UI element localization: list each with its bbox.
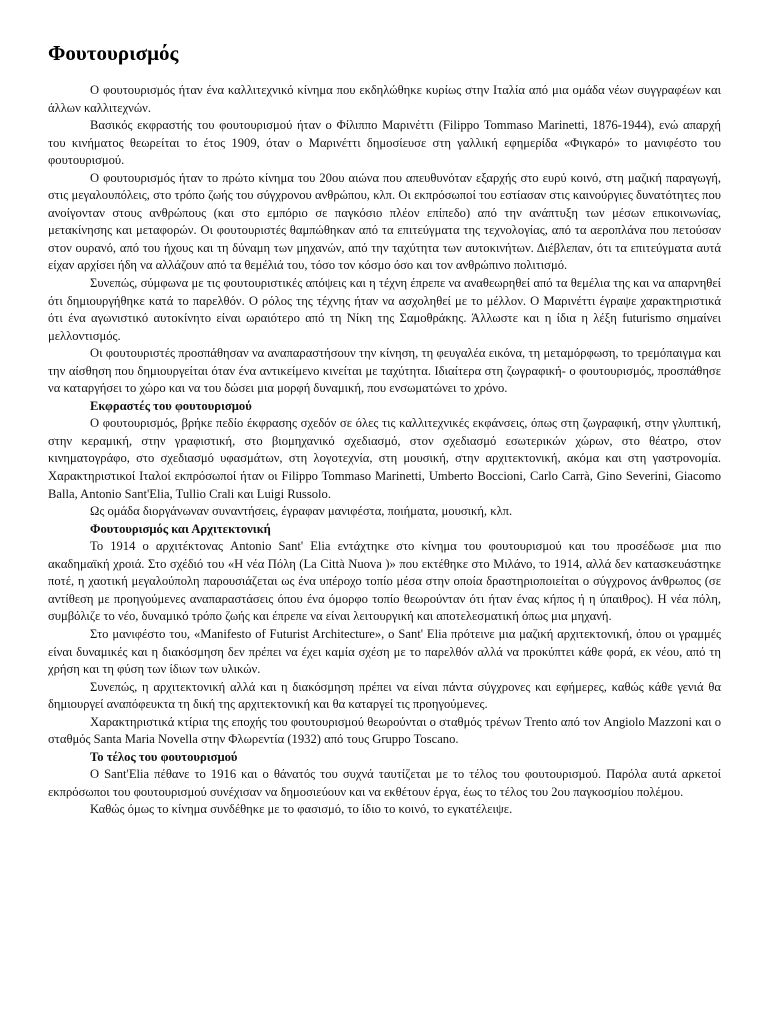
section-heading-architecture: Φουτουρισμός και Αρχιτεκτονική <box>90 521 271 536</box>
paragraph-citta-nuova: Το 1914 ο αρχιτέκτονας Antonio Sant' Elia εντάχτηκε στο κίνημα του φουτουρισμού και του προσέδωσε μια πιο ακαδημαϊκή χροιά. Στο σχέδιό του «Η νέα Πόλη (La Città Nuova )» που εκτέθηκε στο Μιλάνο, το 1914, αλλά δεν κατασκευάστηκε ποτέ, η χαοτική μεγαλούπολη παρουσιάζεται ως ένα υπέροχο τοπίο μέσα στην οποία δραστηριοποιείται ο σύγχρονος άνθρωπος (σε αντίθεση με προηγούμενες αναπαραστάσεις όπου ένα όμορφο τοπίο θεωρούνταν ότι ήταν ένας κήπος ή η ύπαιθρος). Η νέα πόλη, συμβόλιζε το νέο, δυναμικό τρόπο ζωής και έπρεπε να είναι λειτουργική και αποτελεσματική όπως μια μηχανή. <box>48 539 721 624</box>
paragraph-marinetti: Βασικός εκφραστής του φουτουρισμού ήταν ο Φίλιππο Μαρινέττι (Filippo Tommaso Marinetti, 1876-1944), ενώ απαρχή του κινήματος θεωρείται το έτος 1909, όταν ο Μαρινέττι δημοσίευσε στη γαλλική εφημερίδα «Φιγκαρό» το μανιφέστο του φουτουρισμού. <box>48 118 721 168</box>
paragraph-death: Ο Sant'Elia πέθανε το 1916 και ο θάνατός του συχνά ταυτίζεται με το τέλος του φουτουρισμού. Παρόλα αυτά αρκετοί εκπρόσωποι του φουτουρισμού συνέχισαν να δημοσιεύουν και να εκθέτουν έργα, έως το τέλος του 2ου παγκοσμίου πολέμου. <box>48 767 721 799</box>
paragraph-motion: Οι φουτουριστές προσπάθησαν να αναπαραστήσουν την κίνηση, τη φευγαλέα εικόνα, τη μεταμόρφωση, το τρεμόπαιγμα και την αίσθηση που δημιουργείται όταν ένα αντικείμενο κινείται με ταχύτητα. Ιδιαίτερα στη ζωγραφική- ο φουτουρισμός, προσπάθησε να καταργήσει το χώρο και να του δώσει μια μορφή δυναμική, που ενσωματώνει το χρόνο. <box>48 346 721 396</box>
paragraph-mass-culture: Ο φουτουρισμός ήταν το πρώτο κίνημα του 20ου αιώνα που απευθυνόταν εξαρχής στο ευρύ κοινό, στη μαζική παραγωγή, στις μεγαλουπόλεις, στο τρόπο ζωής του σύγχρονου ανθρώπου, κλπ. Οι εκπρόσωποί του εστίασαν στις καινούργιες δυνατότητες που ανοίγονταν στους ανθρώπους (και στο εμπόριο σε παγκόσιο πλέον επίπεδο) από την ανάπτυξη των μέσων επικοινωνίας, μετακίνησης και μεταφορών. Οι φουτουριστές θαμπώθηκαν από τα επιτεύγματα της τεχνολογίας, από τα αεροπλάνα που πετούσαν στον ουρανό, από του ήχους και τη δύναμη των μηχανών, από την ταχύτητα των αυτοκινήτων. Διέβλεπαν, ότι τα επιτεύγματα αυτά είχαν αρχίσει ήδη να αλλάζουν από τα θεμέλιά του, τόσο τον κόσμο όσο και τον ανθρώπινο πολιτισμό. <box>48 170 721 273</box>
paragraph-manifesto: Στο μανιφέστο του, «Manifesto of Futurist Architecture», ο Sant' Elia πρότεινε μια μαζική αρχιτεκτονική, όπου οι γραμμές είναι δυναμικές και η διακόσμηση δεν πρέπει να έχει καμία σχέση με το παρελθόν αλλά να προκύπτει κάθε φορά, εκ νέου, από τη χρήση και τη φύση των ίδιων των υλικών. <box>48 626 721 677</box>
paragraph-fascism: Καθώς όμως το κίνημα συνδέθηκε με το φασισμό, το ίδιο το κοινό, το εγκατέλειψε. <box>90 802 513 817</box>
section-heading-end: Το τέλος του φουτουρισμού <box>90 749 238 764</box>
section-heading-artists: Εκφραστές του φουτουρισμού <box>90 398 252 413</box>
document-title: Φουτουρισμός <box>48 41 179 65</box>
document-page <box>48 40 721 819</box>
paragraph-art-future: Συνεπώς, σύμφωνα με τις φουτουριστικές απόψεις και η τέχνη έπρεπε να αναθεωρηθεί από τα θεμέλια της και να απαρνηθεί ότι δημιουργήθηκε κατά το παρελθόν. Ο ρόλος της τέχνης ήταν να ασχοληθεί με το μέλλον. Ο Μαρινέττι έγραψε χαρακτηριστικά ότι ένα αγωνιστικό αυτοκίνητο είναι ωραιότερο από τη Νίκη της Σαμοθράκης. Άλλωστε και η ίδια η λέξη futurismo σημαίνει μελλοντισμός. <box>48 276 721 343</box>
paragraph-artists: Ο φουτουρισμός, βρήκε πεδίο έκφρασης σχεδόν σε όλες τις καλλιτεχνικές εκφάνσεις, όπως στη ζωγραφική, στην γλυπτική, στην κεραμική, στην γραφιστική, στο βιομηχανικό σχεδιασμό, στον σχεδιασμό εσωτερικών χώρων, στο θέατρο, στον κινηματογράφο, στο σχεδιασμό υφασμάτων, στη λογοτεχνία, στη μουσική, στην αρχιτεκτονική, ακόμα και στη γαστρονομία. Χαρακτηριστικοί Ιταλοί εκπρόσωποί ήταν οι Filippo Tommaso Marinetti, Umberto Boccioni, Carlo Carrà, Gino Severini, Giacomo Balla, Antonio Sant'Elia, Tullio Crali και Luigi Russolo. <box>48 416 721 501</box>
paragraph-intro: Ο φουτουρισμός ήταν ένα καλλιτεχνικό κίνημα που εκδηλώθηκε κυρίως στην Ιταλία από μια ομάδα νέων συγγραφέων και άλλων καλλιτεχνών. <box>48 83 721 115</box>
paragraph-group: Ως ομάδα διοργάνωναν συναντήσεις, έγραφαν μανιφέστα, ποιήματα, μουσική, κλπ. <box>90 504 513 519</box>
paragraph-buildings: Χαρακτηριστικά κτίρια της εποχής του φουτουρισμού θεωρούνται ο σταθμός τρένων Trento από τον Angiolo Mazzoni και ο σταθμός Santa Maria Novella στην Φλωρεντία (1932) από τους Gruppo Toscano. <box>48 714 721 747</box>
paragraph-ephemeral: Συνεπώς, η αρχιτεκτονική αλλά και η διακόσμηση πρέπει να είναι πάντα σύγχρονες και εφήμερες, καθώς κάθε γενιά θα δημιουργεί αναπόφευκτα τη δική της αρχιτεκτονική και θα καταργεί τις προηγούμενες. <box>48 679 721 712</box>
